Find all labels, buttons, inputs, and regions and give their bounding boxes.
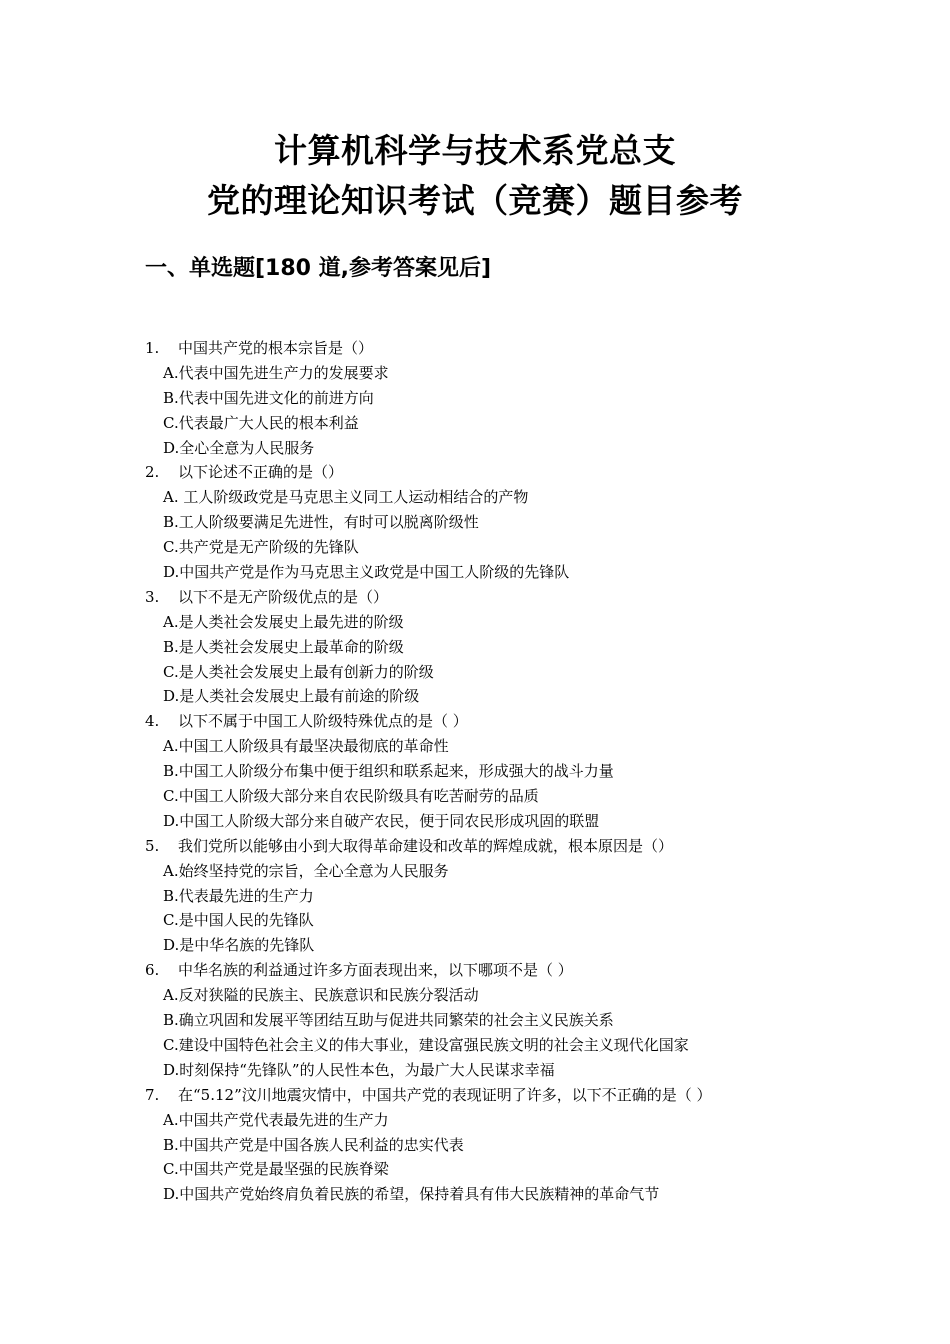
answer-option: D.是中华名族的先锋队 bbox=[163, 936, 315, 955]
document-title bbox=[0, 126, 950, 226]
answer-option: B.中国共产党是中国各族人民利益的忠实代表 bbox=[163, 1135, 464, 1154]
answer-option: A.始终坚持党的宗旨，全心全意为人民服务 bbox=[163, 861, 449, 880]
answer-option: A. 工人阶级政党是马克思主义同工人运动相结合的产物 bbox=[163, 488, 529, 507]
question-number: 1. bbox=[145, 339, 160, 357]
question-text: 在“5.12”汶川地震灾情中，中国共产党的表现证明了许多，以下不正确的是（ ） bbox=[178, 1085, 712, 1104]
answer-option: C.中国共产党是最坚强的民族脊梁 bbox=[163, 1160, 389, 1179]
question-number: 4. bbox=[145, 712, 160, 731]
answer-option: A.是人类社会发展史上最先进的阶级 bbox=[163, 612, 404, 631]
answer-option: D.中国共产党是作为马克思主义政党是中国工人阶级的先锋队 bbox=[163, 563, 570, 582]
answer-option: B.中国工人阶级分布集中便于组织和联系起来，形成强大的战斗力量 bbox=[163, 762, 614, 781]
question-text: 中华名族的利益通过许多方面表现出来，以下哪项不是（ ） bbox=[178, 961, 573, 980]
question-stem bbox=[0, 585, 950, 610]
question-stem bbox=[0, 460, 950, 485]
answer-option: D.全心全意为人民服务 bbox=[163, 438, 315, 457]
answer-option: A.反对狭隘的民族主、民族意识和民族分裂活动 bbox=[163, 986, 479, 1005]
answer-option: D.是人类社会发展史上最有前途的阶级 bbox=[163, 687, 420, 706]
answer-option: A.中国工人阶级具有最坚决最彻底的革命性 bbox=[163, 737, 449, 756]
question-stem bbox=[0, 1083, 950, 1108]
question-stem bbox=[0, 336, 950, 361]
question-list bbox=[0, 336, 950, 1207]
question-text: 以下不属于中国工人阶级特殊优点的是（ ） bbox=[178, 712, 468, 731]
answer-option: C.是中国人民的先锋队 bbox=[163, 911, 314, 930]
answer-option: B.代表最先进的生产力 bbox=[163, 886, 314, 905]
question-text: 中国共产党的根本宗旨是（） bbox=[178, 339, 374, 357]
question-number: 2. bbox=[145, 463, 160, 482]
answer-option: B.确立巩固和发展平等团结互助与促进共同繁荣的社会主义民族关系 bbox=[163, 1011, 614, 1030]
title-line-2: 党的理论知识考试（竞赛）题目参考 bbox=[207, 181, 743, 220]
answer-option: D.时刻保持“先锋队”的人民性本色，为最广大人民谋求幸福 bbox=[163, 1060, 555, 1079]
question-stem bbox=[0, 958, 950, 983]
question-text: 以下不是无产阶级优点的是（） bbox=[178, 587, 389, 606]
answer-option: C.中国工人阶级大部分来自农民阶级具有吃苦耐劳的品质 bbox=[163, 787, 539, 806]
question-stem bbox=[0, 834, 950, 859]
question-number: 5. bbox=[145, 836, 160, 855]
question-number: 6. bbox=[145, 961, 160, 980]
answer-option: C.建设中国特色社会主义的伟大事业，建设富强民族文明的社会主义现代化国家 bbox=[163, 1035, 689, 1054]
section-heading: 一、单选题[180 道,参考答案见后] bbox=[145, 256, 492, 281]
answer-option: B.是人类社会发展史上最革命的阶级 bbox=[163, 637, 404, 656]
question-text: 以下论述不正确的是（） bbox=[178, 463, 344, 482]
answer-option: D.中国工人阶级大部分来自破产农民，便于同农民形成巩固的联盟 bbox=[163, 811, 600, 830]
answer-option: B.代表中国先进文化的前进方向 bbox=[163, 388, 374, 407]
question-text: 我们党所以能够由小到大取得革命建设和改革的辉煌成就，根本原因是（） bbox=[178, 836, 674, 855]
answer-option: B.工人阶级要满足先进性，有时可以脱离阶级性 bbox=[163, 513, 479, 532]
question-stem bbox=[0, 709, 950, 734]
question-number: 3. bbox=[145, 587, 160, 606]
answer-option: C.共产党是无产阶级的先锋队 bbox=[163, 538, 359, 557]
answer-option: C.是人类社会发展史上最有创新力的阶级 bbox=[163, 662, 434, 681]
question-number: 7. bbox=[145, 1085, 160, 1104]
answer-option: D.中国共产党始终肩负着民族的希望，保持着具有伟大民族精神的革命气节 bbox=[163, 1185, 660, 1204]
answer-option: A.中国共产党代表最先进的生产力 bbox=[163, 1110, 389, 1129]
title-line-1: 计算机科学与技术系党总支 bbox=[274, 131, 676, 170]
answer-option: A.代表中国先进生产力的发展要求 bbox=[163, 363, 389, 382]
answer-option: C.代表最广大人民的根本利益 bbox=[163, 413, 359, 432]
